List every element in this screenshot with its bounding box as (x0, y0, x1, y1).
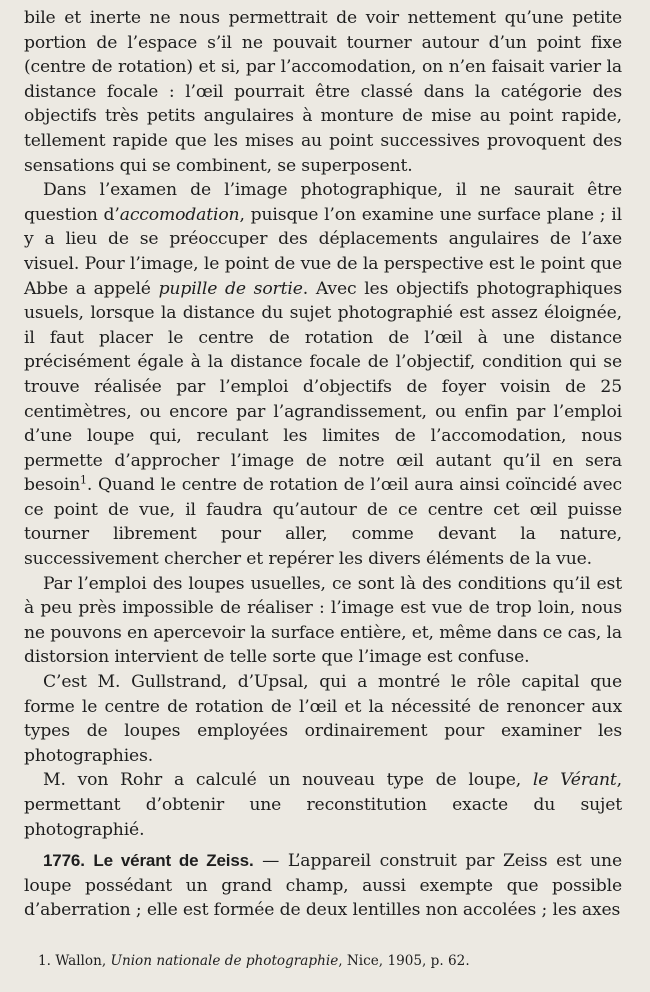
p2-text-1: Dans l’examen de l’image photographique, il ne saurait être question d’ (24, 180, 622, 225)
p2-text-2: , puisque l’on examine une surface plane ; il y a lieu de se préoccuper des déplacements angulaires de l’axe visuel. Pour l’image, le point de vue de la perspective est le point que Abbe a appelé (24, 204, 622, 299)
paragraph-von-rohr (24, 768, 622, 842)
footnote-reference: 1 (80, 473, 87, 487)
footnote-marker: 1. (38, 953, 51, 969)
p2-text-3: . Avec les objectifs photographiques usuels, lorsque la distance du sujet photographié est assez éloignée, il faut placer le centre de rotation de l’œil à une distance précisément égale à la distance focale de l’objectif, condition qui se trouve réalisée par l’emploi d’objectifs de foyer voisin de 25 centimètres, ou encore par l’agrandissement, ou enfin par l’emploi d’une loupe qui, reculant les limites de l’accomodation, nous permette d’approcher l’image de notre œil autant qu’il en sera besoin (24, 278, 623, 496)
paragraph-image-examination (24, 178, 622, 572)
p5-text-2: , permettant d’obtenir une reconstitution exacte du sujet photographié. (24, 770, 622, 840)
footnote-rest: , Nice, 1905, p. 62. (338, 953, 470, 969)
footnote (38, 952, 618, 970)
p5-text-1: M. von Rohr a calculé un nouveau type de loupe, (43, 770, 533, 791)
footnote-author: Wallon, (55, 953, 107, 969)
footnote-work: Union nationale de photographie (110, 953, 339, 969)
p2-italic-pupille: pupille de sortie (158, 278, 303, 299)
section-title: Le vérant de Zeiss. (93, 851, 254, 870)
section-text: — L’appareil construit par Zeiss est une loupe possédant un grand champ, aussi exempte que possible d’aberration ; elle est formée de deux lentilles non accolées ; les axes (24, 851, 622, 921)
main-text (24, 6, 622, 842)
section-paragraph (24, 849, 622, 923)
section-number: 1776. (43, 851, 85, 870)
paragraph-loupes-usuelles: Par l’emploi des loupes usuelles, ce sont là des conditions qu’il est à peu près impossible de réaliser : l’image est vue de trop loin, nous ne pouvons en apercevoir la surface entière, et, même dans ce cas, la distorsion intervient de telle sorte que l’image est confuse. (24, 573, 622, 668)
p5-italic-verant: le Vérant (532, 770, 617, 791)
p2-text-4: . Quand le centre de rotation de l’œil aura ainsi coïncidé avec ce point de vue, il faudra qu’autour de ce centre cet œil puisse tourner librement pour aller, comme devant la nature, successivement chercher et repérer les divers éléments de la vue. (24, 475, 622, 570)
paragraph-continued: bile et inerte ne nous permettrait de voir nettement qu’une petite portion de l’espace s’il ne pouvait tourner autour d’un point fixe (centre de rotation) et si, par l’accomodation, on n’en faisait varier la distance focale : l’œil pourrait être classé dans la catégorie des objectifs très petits angulaires à monture de mise au point rapide, tellement rapide que les mises au point successives provoquent des sensations qui se combinent, se superposent. (24, 8, 622, 176)
paragraph-gullstrand: C’est M. Gullstrand, d’Upsal, qui a montré le rôle capital que forme le centre de rotation de l’œil et la nécessité de renoncer aux types de loupes employées ordinairement pour examiner les photographies. (24, 672, 622, 766)
p2-italic-accomodation: accomodation (119, 204, 240, 225)
